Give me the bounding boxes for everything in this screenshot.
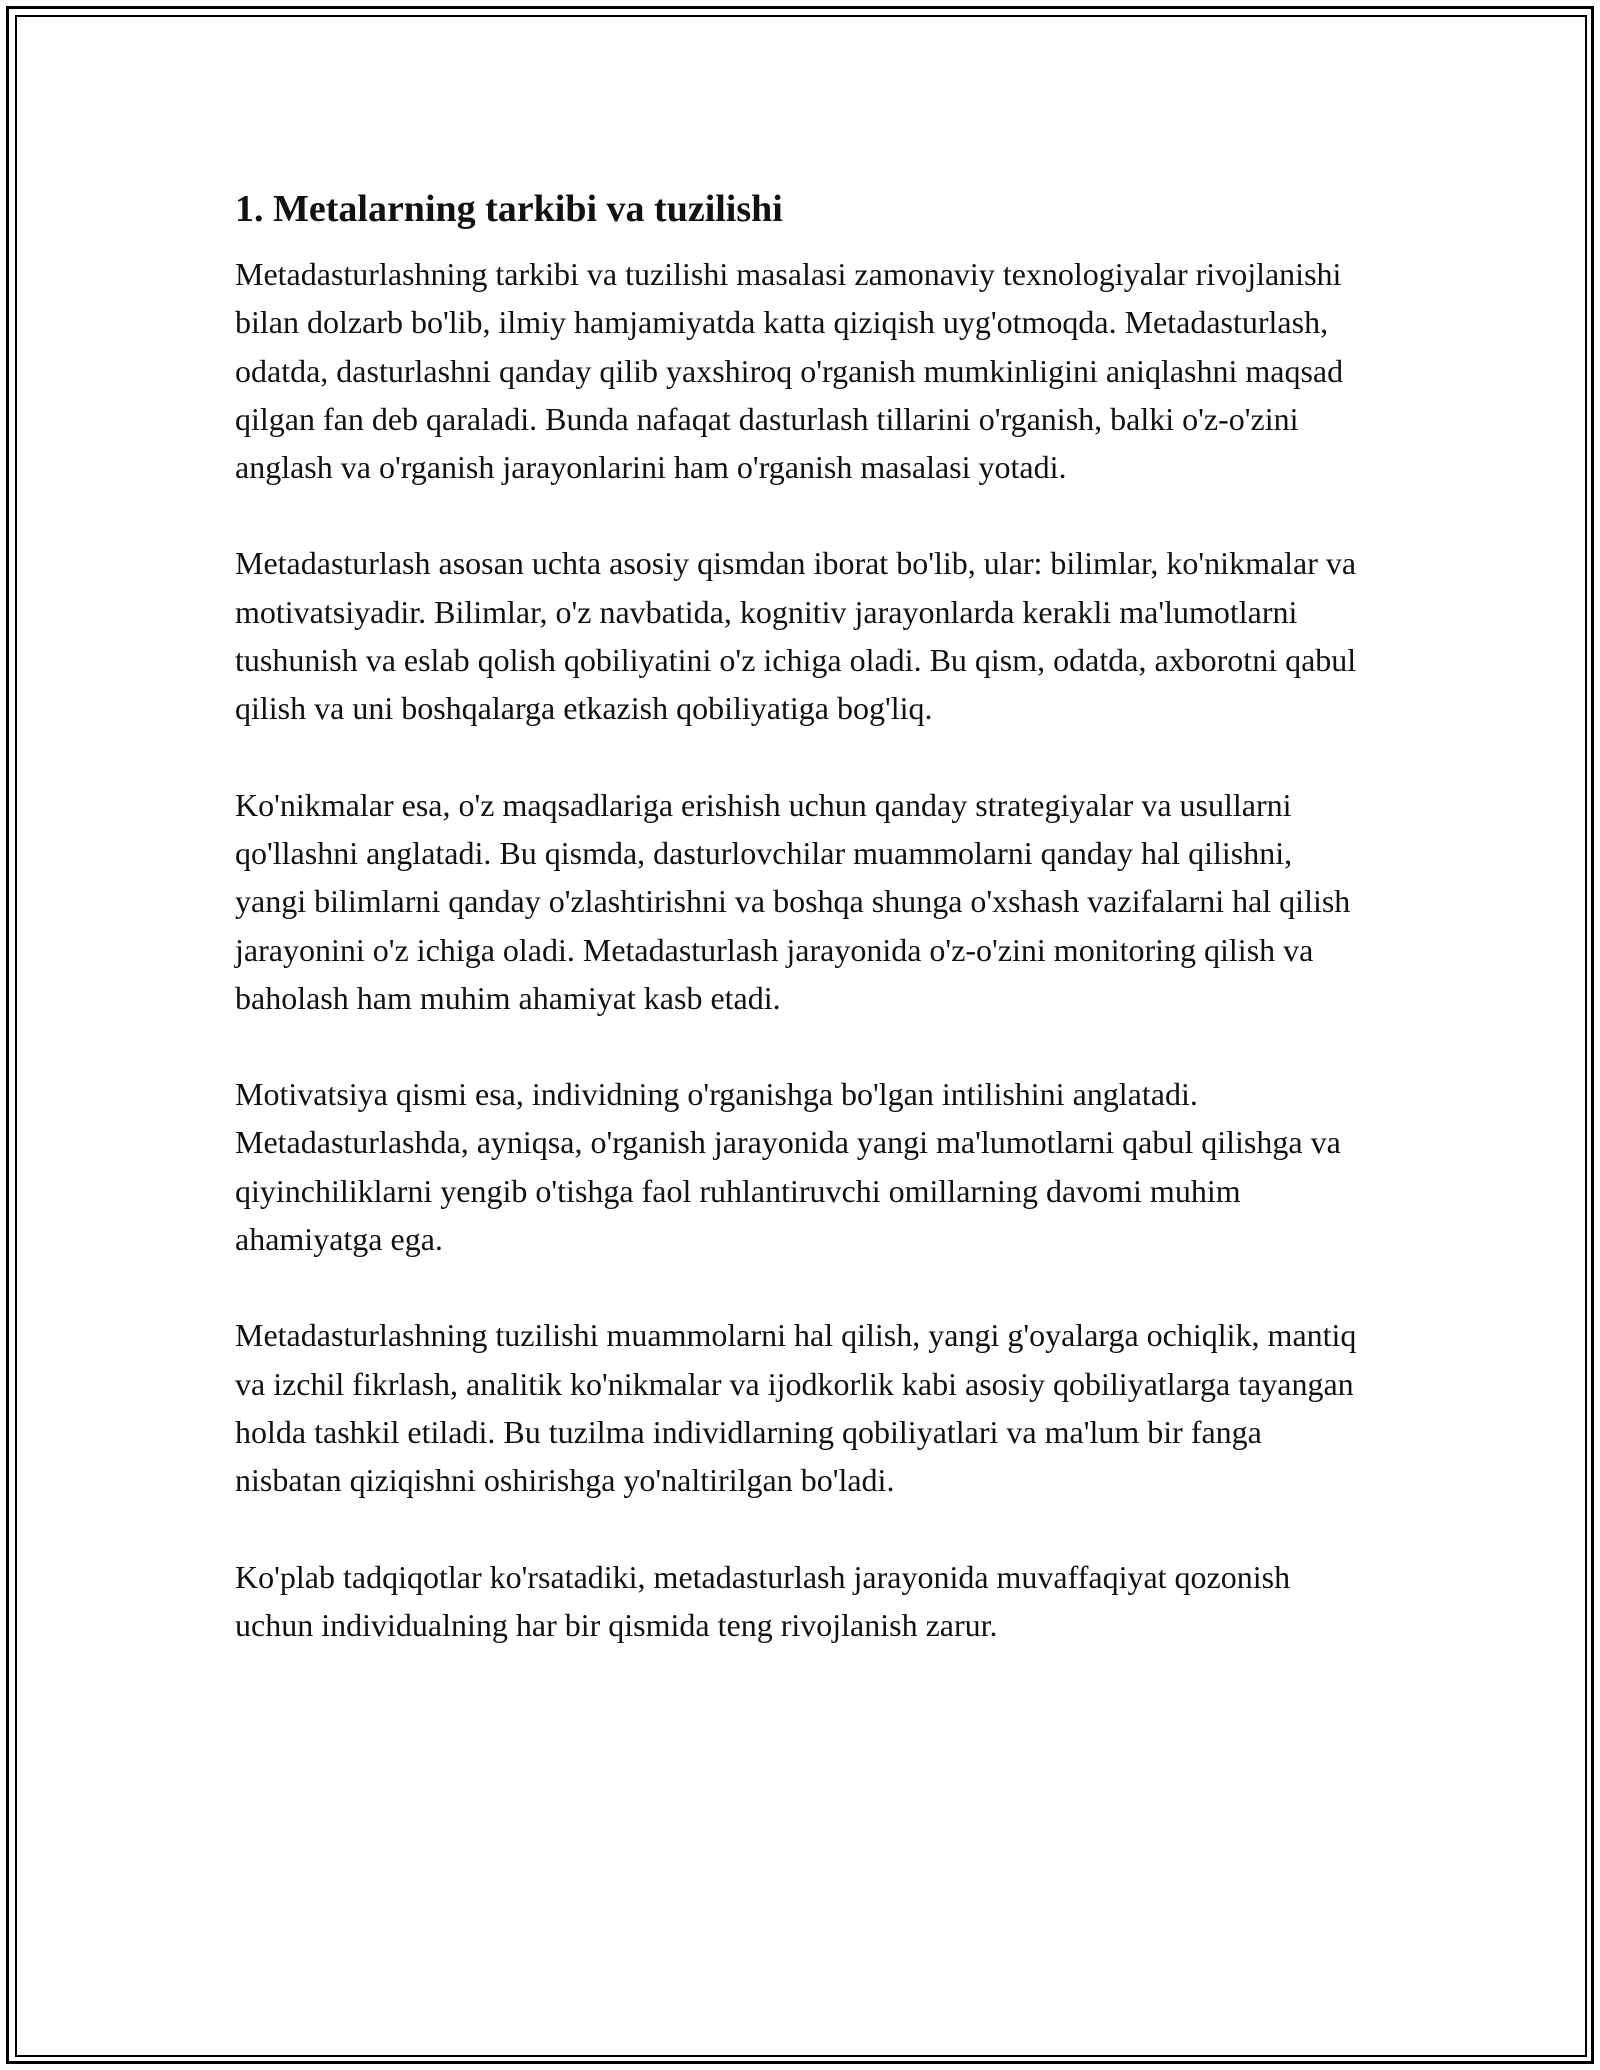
paragraph: Ko'nikmalar esa, o'z maqsadlariga erishish uchun qanday strategiyalar va usullarni qo'llashni anglatadi. Bu qismda, dasturlovchilar muammolarni qanday hal qilishni, yangi bilimlarni qanday o'zlashtirishni va boshqa shunga o'xshash vazifalarni hal qilish jarayonini o'z ichiga oladi. Metadasturlash jarayonida o'z-o'zini monitoring qilish va baholash ham muhim ahamiyat kasb etadi.: [235, 786, 1351, 1016]
paragraph: Metadasturlashning tarkibi va tuzilishi masalasi zamonaviy texnologiyalar rivojlanishi bilan dolzarb bo'lib, ilmiy hamjamiyatda katta qiziqish uyg'otmoqda. Metadasturlash, odatda, dasturlashni qanday qilib yaxshiroq o'rganish mumkinligini aniqlashni maqsad qilgan fan deb qaraladi. Bunda nafaqat dasturlash tillarini o'rganish, balki o'z-o'zini anglash va o'rganish jarayonlarini ham o'rganish masalasi yotadi.: [235, 256, 1344, 486]
document-title: 1. Metalarning tarkibi va tuzilishi: [235, 188, 783, 230]
paragraph: Ko'plab tadqiqotlar ko'rsatadiki, metadasturlash jarayonida muvaffaqiyat qozonish uchun individualning har bir qismida teng rivojlanish zarur.: [235, 1558, 1291, 1643]
paragraph: Metadasturlash asosan uchta asosiy qismdan iborat bo'lib, ular: bilimlar, ko'nikmalar va motivatsiyadir. Bilimlar, o'z navbatida, kognitiv jarayonlarda kerakli ma'lumotlarni tushunish va eslab qolish qobiliyatini o'z ichiga oladi. Bu qism, odatda, axborotni qabul qilish va uni boshqalarga etkazish qobiliyatiga bog'liq.: [235, 545, 1357, 727]
paragraph: Metadasturlashning tuzilishi muammolarni hal qilish, yangi g'oyalarga ochiqlik, mantiq va izchil fikrlash, analitik ko'nikmalar va ijodkorlik kabi asosiy qobiliyatlarga tayangan holda tashkil etiladi. Bu tuzilma individlarning qobiliyatlari va ma'lum bir fanga nisbatan qiziqishni oshirishga yo'naltirilgan bo'ladi.: [235, 1317, 1357, 1499]
document-body: [235, 186, 1365, 1649]
paragraph: Motivatsiya qismi esa, individning o'rganishga bo'lgan intilishini anglatadi. Metadasturlashda, ayniqsa, o'rganish jarayonida yangi ma'lumotlarni qabul qilishga va qiyinchiliklarni yengib o'tishga faol ruhlantiruvchi omillarning davomi muhim ahamiyatga ega.: [235, 1076, 1341, 1258]
